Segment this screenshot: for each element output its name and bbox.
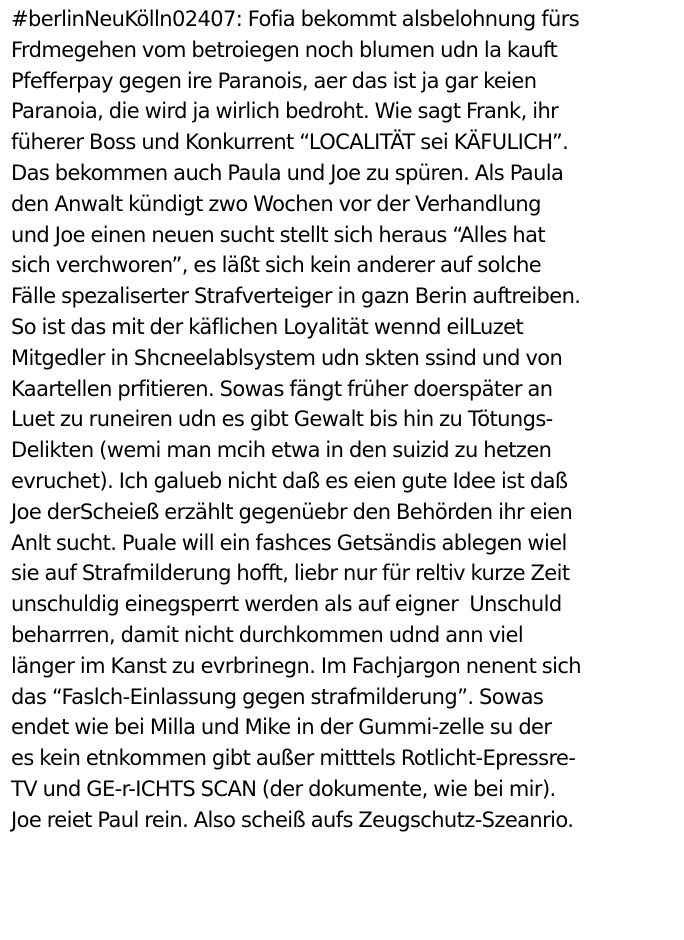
text-line: Das bekommen auch Paula und Joe zu spüren. Als Paula	[11, 160, 564, 185]
text-line: sich verchworen”, es läßt sich kein anderer auf solche	[11, 253, 542, 278]
text-line: Kaartellen prfitieren. Sowas fängt früher doerspäter an	[11, 376, 553, 401]
text-line: das “Faslch-Einlassung gegen strafmilderung”. Sowas	[11, 684, 544, 709]
text-line: länger im Kanst zu evrbrinegn. Im Fachjargon nenent sich	[11, 653, 582, 678]
text-line: Paranoia, die wird ja wirlich bedroht. Wie sagt Frank, ihr	[11, 99, 559, 124]
text-line: #berlinNeuKölln02407: Fofia bekommt alsbelohnung fürs	[11, 7, 580, 31]
text-line: Fälle spezaliserter Strafverteiger in gazn Berin auftreiben.	[11, 284, 581, 309]
text-line: So ist das mit der käflichen Loyalität wennd eilLuzet	[11, 314, 524, 339]
text-line: beharrren, damit nicht durchkommen udnd ann viel	[11, 622, 524, 647]
text-line: Frdmegehen vom betroiegen noch blumen udn la kauft	[11, 37, 558, 62]
text-line: den Anwalt kündigt zwo Wochen vor der Verhandlung	[11, 191, 541, 216]
text-line: unschuldig einegsperrt werden als auf eigner Unschuld	[11, 592, 562, 617]
text-line: Joe reiet Paul rein. Also scheiß aufs Zeugschutz-Szeanrio.	[11, 807, 574, 832]
text-line: Mitgedler in Shcneelablsystem udn skten ssind und von	[11, 345, 563, 370]
text-line: evruchet). Ich galueb nicht daß es eien gute Idee ist daß	[11, 468, 568, 493]
text-line: Anlt sucht. Puale will ein fashces Getsändis ablegen wiel	[11, 530, 567, 555]
text-line: es kein etnkommen gibt außer mitttels Rotlicht-Epressre-	[11, 746, 576, 771]
text-line: TV und GE-r-ICHTS SCAN (der dokumente, wie bei mir).	[11, 776, 556, 801]
text-line: füherer Boss und Konkurrent “LOCALITÄT sei KÄFULICH”.	[11, 130, 569, 155]
text-line: Luet zu runeiren udn es gibt Gewalt bis hin zu Tötungs-	[11, 407, 553, 432]
body-text	[11, 4, 681, 836]
text-line: sie auf Strafmilderung hofft, liebr nur für reltiv kurze Zeit	[11, 561, 570, 586]
text-line: Delikten (wemi man mcih etwa in den suizid zu hetzen	[11, 438, 552, 463]
text-line: und Joe einen neuen sucht stellt sich heraus “Alles hat	[11, 222, 545, 247]
text-line: Pfefferpay gegen ire Paranois, aer das ist ja gar keien	[11, 68, 537, 93]
text-line: endet wie bei Milla und Mike in der Gummi-zelle su der	[11, 715, 552, 740]
text-line: Joe derScheieß erzählt gegenüebr den Behörden ihr eien	[11, 499, 573, 524]
